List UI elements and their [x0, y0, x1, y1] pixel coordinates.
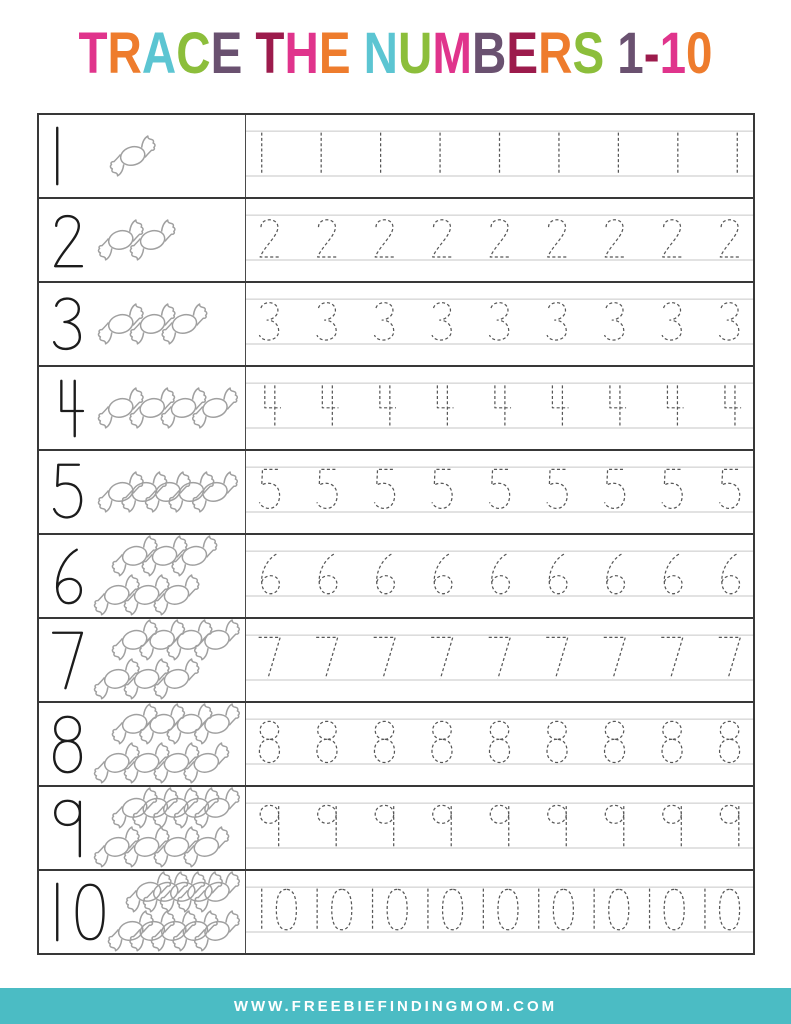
trace-digit — [380, 385, 396, 426]
candy-icon — [172, 871, 227, 913]
count-cell — [39, 367, 246, 449]
title-letter: 1 — [617, 21, 644, 86]
table-row — [39, 283, 753, 367]
trace-digit — [662, 303, 681, 340]
trace-digit — [663, 220, 683, 257]
trace-digit — [374, 303, 393, 340]
trace-digit — [661, 637, 683, 678]
trace-digit — [498, 889, 518, 929]
row-number — [54, 299, 80, 349]
row-number — [55, 801, 80, 856]
count-cell-graphic — [39, 199, 245, 281]
candy-icon — [121, 871, 176, 913]
trace-digit — [662, 469, 682, 508]
trace-digit — [725, 385, 741, 426]
trace-cell-graphic — [246, 787, 753, 869]
trace-digit — [607, 554, 625, 594]
candy-icon — [189, 871, 244, 913]
candy-icon — [105, 135, 160, 177]
trace-digit — [720, 303, 739, 340]
trace-digit — [443, 889, 463, 929]
trace-digit — [276, 889, 296, 929]
trace-cell-graphic — [246, 619, 753, 701]
trace-digit — [720, 889, 740, 929]
count-cell-graphic — [39, 451, 245, 533]
count-cell — [39, 871, 246, 953]
count-cell-graphic — [39, 619, 245, 701]
trace-digit — [374, 469, 394, 508]
trace-digit — [374, 637, 396, 678]
trace-digit — [259, 303, 278, 340]
trace-digit — [605, 469, 625, 508]
trace-digit — [489, 721, 509, 762]
candy-icon — [189, 619, 244, 661]
trace-digit — [605, 721, 625, 762]
trace-digit — [604, 637, 626, 678]
table-row — [39, 367, 753, 451]
trace-cell-graphic — [246, 367, 753, 449]
trace-digit — [664, 889, 684, 929]
row-number — [77, 885, 104, 939]
trace-digit — [432, 303, 451, 340]
trace-digit — [332, 889, 352, 929]
count-cell-graphic — [39, 367, 245, 449]
trace-digit — [605, 220, 625, 257]
row-number — [53, 633, 82, 688]
trace-digit — [432, 721, 452, 762]
trace-digit — [720, 469, 740, 508]
trace-digit — [546, 637, 568, 678]
footer-bar — [0, 988, 791, 1024]
title-letter: B — [472, 21, 507, 86]
title-letter: - — [643, 21, 660, 86]
trace-digit — [377, 554, 395, 594]
candy-icon — [168, 910, 223, 952]
trace-digit — [318, 805, 336, 846]
title-letter: E — [318, 21, 351, 86]
candy-icon — [189, 910, 244, 952]
trace-digit — [259, 721, 279, 762]
table-row — [39, 619, 753, 703]
trace-digit — [663, 805, 681, 846]
trace-cell — [246, 619, 753, 701]
trace-cell-graphic — [246, 199, 753, 281]
count-cell — [39, 115, 246, 197]
trace-digit — [610, 385, 626, 426]
trace-digit — [432, 469, 452, 508]
row-number — [61, 381, 83, 436]
trace-digit — [667, 385, 683, 426]
trace-digit — [547, 721, 567, 762]
count-cell — [39, 451, 246, 533]
title-letter: A — [141, 21, 177, 86]
title-letter: M — [432, 21, 473, 86]
row-number — [55, 216, 82, 266]
trace-digit — [433, 805, 451, 846]
candy-icon — [155, 871, 210, 913]
trace-cell — [246, 535, 753, 617]
candy-icon — [187, 471, 242, 513]
trace-digit — [375, 805, 393, 846]
count-cell-graphic — [39, 115, 245, 197]
count-cell-graphic — [39, 535, 245, 617]
trace-cell — [246, 871, 753, 953]
trace-digit — [316, 637, 338, 678]
trace-cell-graphic — [246, 871, 753, 953]
count-cell — [39, 535, 246, 617]
table-row — [39, 115, 753, 199]
title-letter: 0 — [686, 21, 713, 86]
trace-digit — [259, 637, 281, 678]
table-row — [39, 199, 753, 283]
page-title — [71, 18, 720, 90]
trace-digit — [548, 220, 568, 257]
count-cell-graphic — [39, 871, 245, 953]
candy-icon — [134, 703, 189, 745]
trace-cell-graphic — [246, 451, 753, 533]
trace-cell — [246, 283, 753, 365]
trace-digit — [262, 554, 280, 594]
trace-cell — [246, 787, 753, 869]
trace-digit — [431, 637, 453, 678]
trace-digit — [317, 303, 336, 340]
trace-digit — [720, 805, 738, 846]
trace-digit — [552, 385, 568, 426]
count-cell — [39, 787, 246, 869]
trace-cell-graphic — [246, 115, 753, 197]
title-letter: 1 — [659, 21, 687, 86]
table-row — [39, 871, 753, 953]
trace-cell — [246, 115, 753, 197]
trace-digit — [720, 721, 740, 762]
trace-cell-graphic — [246, 283, 753, 365]
trace-digit — [664, 554, 682, 594]
candy-icon — [164, 471, 219, 513]
title-letter: E — [506, 21, 539, 86]
trace-digit — [260, 805, 278, 846]
trace-digit — [490, 805, 508, 846]
title-letter: R — [107, 21, 142, 86]
trace-cell-graphic — [246, 535, 753, 617]
trace-digit — [492, 554, 510, 594]
trace-digit — [259, 469, 279, 508]
title-letter: H — [284, 21, 319, 86]
count-cell-graphic — [39, 283, 245, 365]
trace-cell — [246, 703, 753, 785]
table-row — [39, 451, 753, 535]
trace-cell — [246, 451, 753, 533]
candy-icon — [162, 703, 217, 745]
candy-icon — [134, 619, 189, 661]
trace-digit — [489, 469, 509, 508]
trace-digit — [434, 554, 452, 594]
count-cell-graphic — [39, 787, 245, 869]
trace-digit — [720, 220, 740, 257]
title-letter: E — [210, 21, 243, 86]
count-cell — [39, 199, 246, 281]
trace-digit — [548, 805, 566, 846]
trace-digit — [605, 805, 623, 846]
trace-digit — [317, 469, 337, 508]
trace-digit — [553, 889, 573, 929]
trace-cell — [246, 367, 753, 449]
count-cell — [39, 703, 246, 785]
candy-icon — [189, 703, 244, 745]
worksheet-table — [37, 113, 755, 955]
trace-digit — [722, 554, 740, 594]
table-row — [39, 535, 753, 619]
trace-digit — [662, 721, 682, 762]
trace-digit — [605, 303, 624, 340]
trace-digit — [322, 385, 338, 426]
trace-cell-graphic — [246, 703, 753, 785]
trace-digit — [495, 385, 511, 426]
title-letter: T — [78, 21, 108, 86]
trace-digit — [318, 220, 338, 257]
count-cell-graphic — [39, 703, 245, 785]
trace-digit — [489, 303, 508, 340]
trace-cell — [246, 199, 753, 281]
trace-digit — [319, 554, 337, 594]
trace-digit — [433, 220, 453, 257]
trace-digit — [260, 220, 280, 257]
candy-icon — [103, 910, 158, 952]
trace-digit — [489, 637, 511, 678]
trace-digit — [547, 303, 566, 340]
title-letter: N — [363, 21, 399, 86]
trace-digit — [490, 220, 510, 257]
candy-icon — [138, 871, 193, 913]
trace-digit — [374, 721, 394, 762]
trace-digit — [719, 637, 741, 678]
title-letter: U — [398, 21, 433, 86]
title-letter: R — [538, 21, 573, 86]
candy-icon — [140, 471, 195, 513]
candy-icon — [107, 703, 162, 745]
candy-icon — [162, 619, 217, 661]
candy-icon — [117, 471, 172, 513]
row-number — [54, 465, 81, 518]
row-number — [54, 717, 81, 772]
trace-digit — [375, 220, 395, 257]
count-cell — [39, 283, 246, 365]
footer-url: WWW.FREEBIEFINDINGMOM.COM — [233, 997, 558, 1015]
title-letter: C — [176, 21, 211, 86]
trace-digit — [547, 469, 567, 508]
title-letter: T — [255, 21, 285, 86]
row-number — [57, 550, 81, 603]
table-row — [39, 787, 753, 871]
trace-digit — [317, 721, 337, 762]
candy-icon — [93, 471, 148, 513]
candy-icon — [107, 619, 162, 661]
trace-digit — [609, 889, 629, 929]
trace-digit — [387, 889, 407, 929]
trace-digit — [265, 385, 281, 426]
trace-digit — [549, 554, 567, 594]
trace-digit — [437, 385, 453, 426]
table-row — [39, 703, 753, 787]
title-letter: S — [572, 21, 605, 86]
count-cell — [39, 619, 246, 701]
